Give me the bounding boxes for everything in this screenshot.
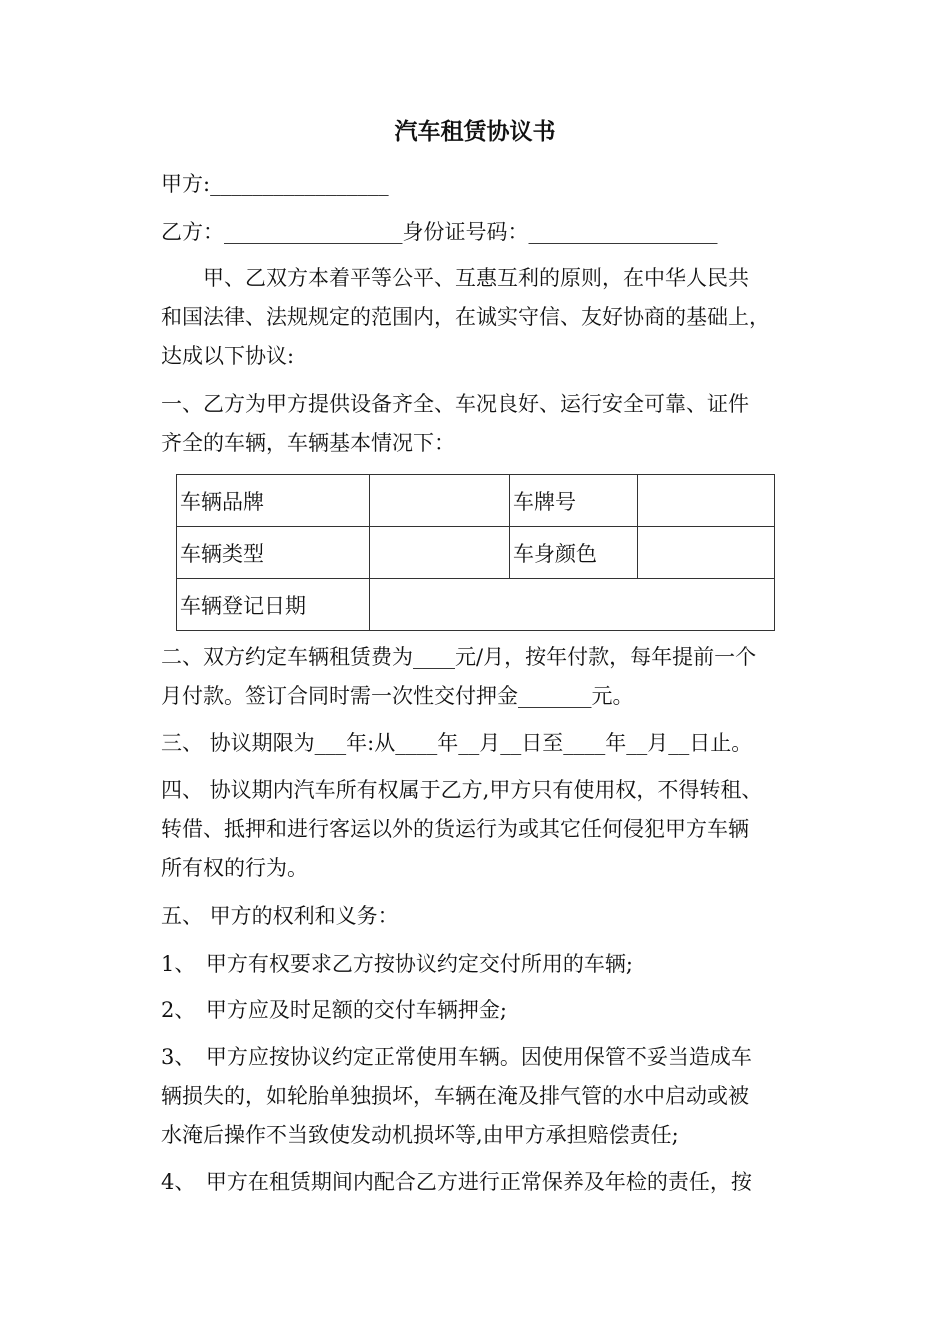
intro-line-3: 达成以下协议: [161,344,295,368]
item4-line-1: 4、 甲方在租赁期间内配合乙方进行正常保养及年检的责任，按 [161,1170,752,1194]
reg-date-value-cell [370,579,775,631]
brand-label-cell: 车辆品牌 [177,475,370,527]
item1-line: 1、 甲方有权要求乙方按协议约定交付所用的车辆; [161,952,633,976]
clause2-line-1: 二、双方约定车辆租赁费为____元/月，按年付款，每年提前一个 [161,645,757,669]
table-row [177,475,775,527]
vehicle-info-table [176,474,775,631]
clause4-line-1: 四、 协议期内汽车所有权属于乙方,甲方只有使用权，不得转租、 [161,778,763,802]
type-label-cell: 车辆类型 [177,527,370,579]
clause1-line-1: 一、乙方为甲方提供设备齐全、车况良好、运行安全可靠、证件 [161,392,749,416]
intro-line-2: 和国法律、法规规定的范围内，在诚实守信、友好协商的基础上， [161,305,770,329]
document-title: 汽车租赁协议书 [394,118,556,145]
table-row [177,579,775,631]
type-value-cell [370,527,510,579]
clause2-line-2: 月付款。签订合同时需一次性交付押金_______元。 [161,684,634,708]
item3-line-1: 3、 甲方应按协议约定正常使用车辆。因使用保管不妥当造成车 [161,1045,752,1069]
clause3-line: 三、 协议期限为___年:从____年__月__日至____年__月__日止。 [161,731,753,755]
clause4-line-3: 所有权的行为。 [161,856,308,880]
item3-line-3: 水淹后操作不当致使发动机损坏等,由甲方承担赔偿责任; [161,1123,679,1147]
clause4-line-2: 转借、抵押和进行客运以外的货运行为或其它任何侵犯甲方车辆 [161,817,749,841]
table-row [177,527,775,579]
reg-date-label-cell: 车辆登记日期 [177,579,370,631]
clause5-heading: 五、 甲方的权利和义务： [161,904,399,928]
plate-label-cell: 车牌号 [510,475,638,527]
brand-value-cell [370,475,510,527]
plate-value-cell [638,475,775,527]
clause1-line-2: 齐全的车辆，车辆基本情况下： [161,431,455,455]
item2-line: 2、 甲方应及时足额的交付车辆押金; [161,998,507,1022]
party-a-line: 甲方:_________________ [161,172,389,196]
intro-line-1: 甲、乙双方本着平等公平、互惠互利的原则，在中华人民共 [161,266,749,290]
color-label-cell: 车身颜色 [510,527,638,579]
item3-line-2: 辆损失的，如轮胎单独损坏，车辆在淹及排气管的水中启动或被 [161,1084,749,1108]
color-value-cell [638,527,775,579]
party-b-line: 乙方：_________________身份证号码：__________________ [161,220,718,244]
